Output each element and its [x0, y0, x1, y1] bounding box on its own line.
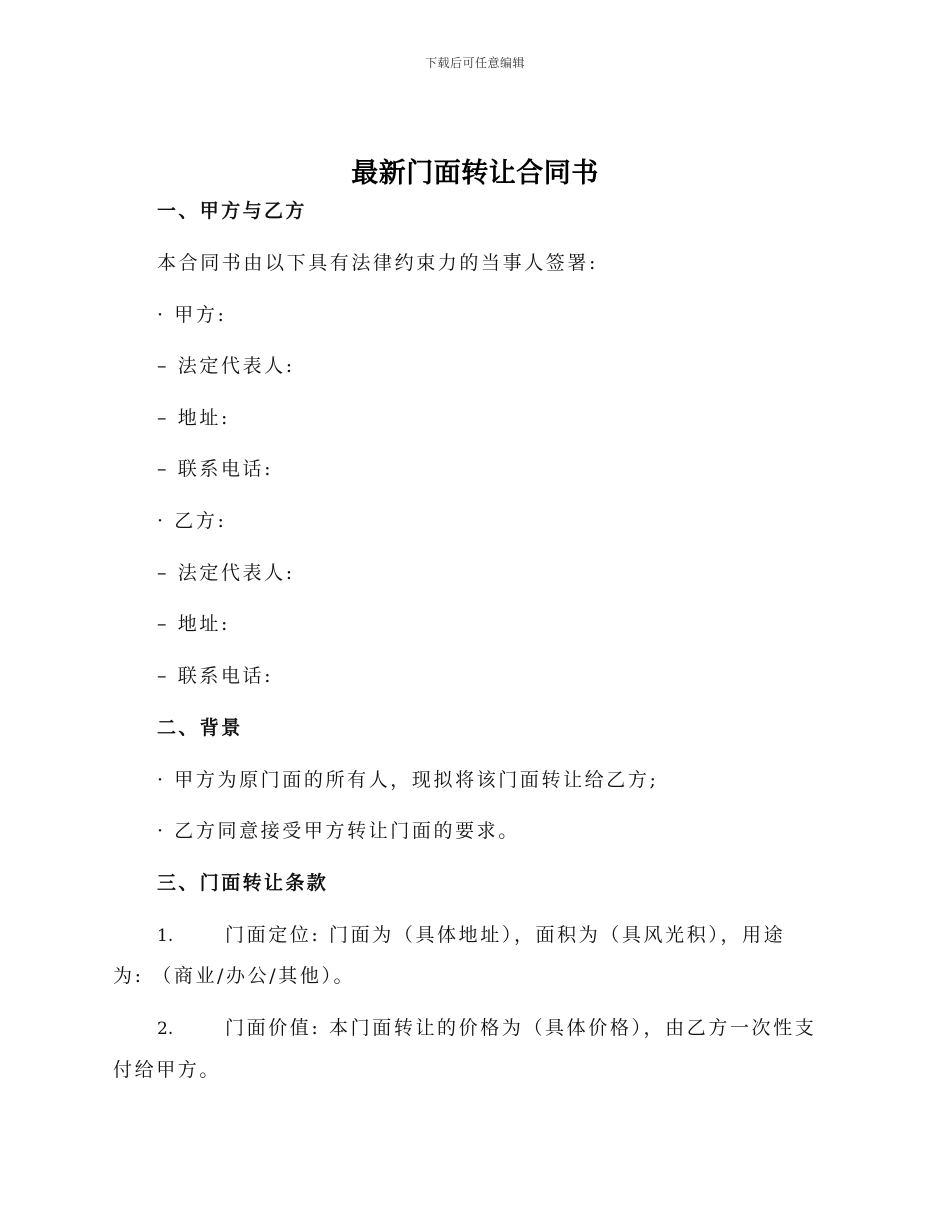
parties-intro: 本合同书由以下具有法律约束力的当事人签署: — [157, 252, 599, 274]
party-a-phone: – 联系电话: — [157, 458, 274, 480]
party-b-label: · 乙方: — [157, 510, 227, 532]
party-b-address: – 地址: — [157, 613, 230, 635]
background-item-2: · 乙方同意接受甲方转让门面的要求。 — [157, 820, 520, 842]
clause-2-line-2: 付给甲方。 — [113, 1059, 222, 1081]
section-heading-parties: 一、甲方与乙方 — [157, 200, 307, 222]
party-a-label: · 甲方: — [157, 304, 227, 326]
party-a-representative: – 法定代表人: — [157, 355, 295, 377]
party-b-phone: – 联系电话: — [157, 665, 274, 687]
clause-1-text: 门面定位: 门面为（具体地址），面积为（具风光积），用途 — [225, 924, 786, 946]
clause-1-number: 1. — [157, 926, 174, 946]
background-item-1: · 甲方为原门面的所有人，现拟将该门面转让给乙方; — [157, 769, 659, 791]
section-heading-terms: 三、门面转让条款 — [157, 872, 329, 894]
party-a-address: – 地址: — [157, 407, 230, 429]
document-title: 最新门面转让合同书 — [351, 158, 599, 189]
party-b-representative: – 法定代表人: — [157, 562, 295, 584]
clause-2-text: 门面价值: 本门面转让的价格为（具体价格），由乙方一次性支 — [225, 1017, 817, 1039]
section-heading-background: 二、背景 — [157, 717, 243, 739]
clause-1-line-2: 为: （商业/办公/其他）。 — [113, 965, 356, 987]
clause-1-line-1 — [157, 922, 785, 949]
header-note: 下载后可任意编辑 — [424, 56, 525, 70]
clause-2-line-1 — [157, 1015, 816, 1042]
clause-2-number: 2. — [157, 1019, 174, 1039]
